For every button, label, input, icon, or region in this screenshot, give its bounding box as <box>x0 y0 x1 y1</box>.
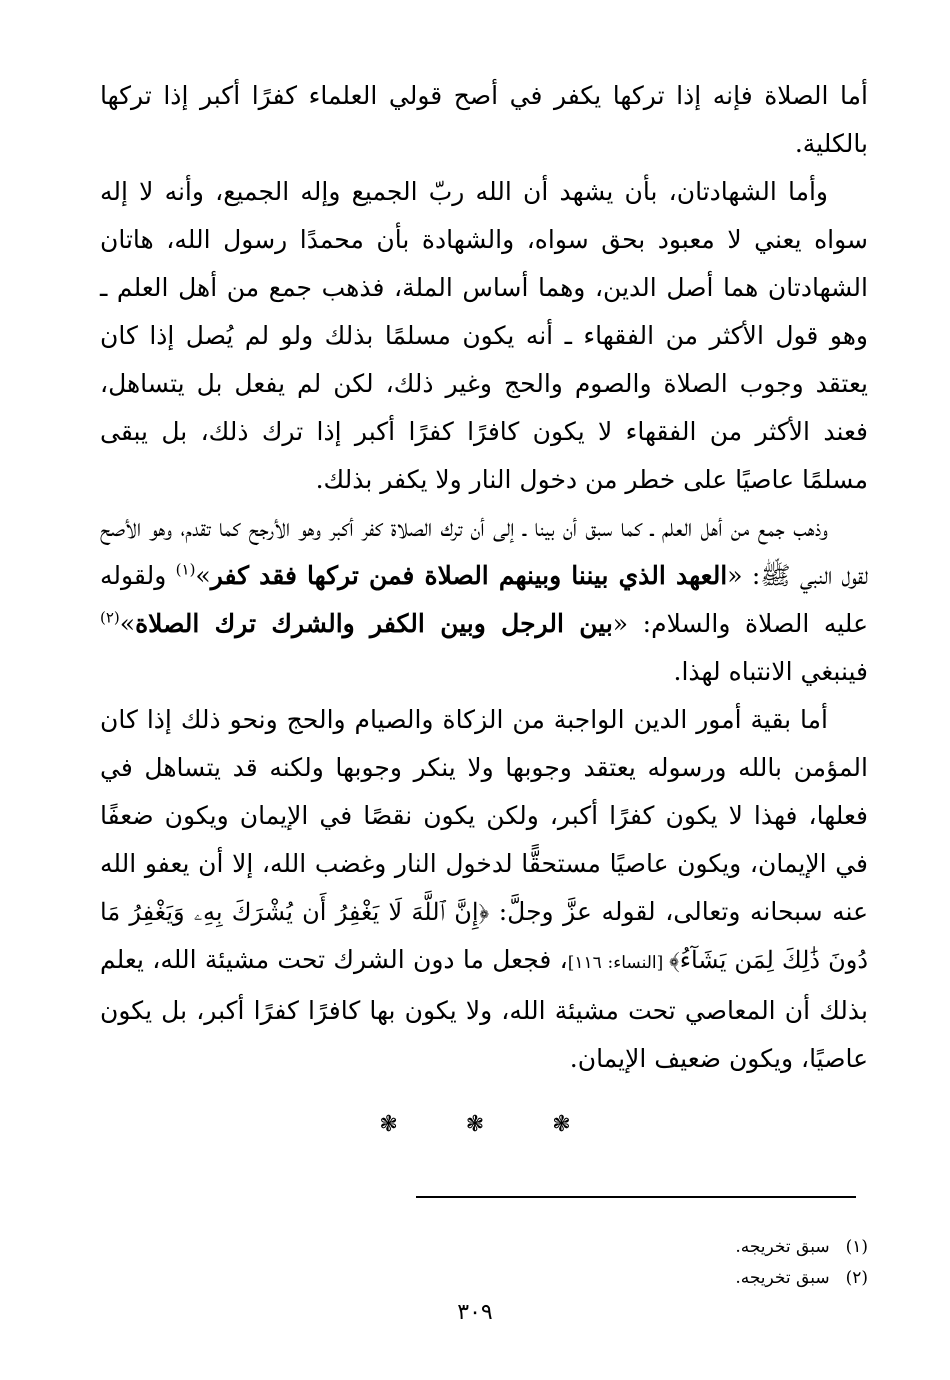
footnotes <box>368 1232 868 1294</box>
paragraph-shahadatan: وأما الشهادتان، بأن يشهد أن الله ربّ الجميع وإله الجميع، وأنه لا إله سواه يعني لا معبود بحق سواه، والشهادة بأن محمدًا رسول الله، هاتان الشهادتان هما أصل الدين، وهما أساس الملة، فذهب جمع من أهل العلم ـ وهو قول الأكثر من الفقهاء ـ أنه يكون مسلمًا بذلك ولو لم يُصل إذا كان يعتقد وجوب الصلاة والصوم والحج وغير ذلك، لكن لم يفعل بل يتساهل، فعند الأكثر من الفقهاء لا يكون كافرًا كفرًا أكبر إذا ترك ذلك، بل يبقى مسلمًا عاصيًا على خطر من دخول النار ولا يكفر بذلك. <box>100 177 868 494</box>
quote-close: » <box>195 561 211 590</box>
footnote-text: سبق تخريجه. <box>735 1268 830 1288</box>
hadith-quote: بين الرجل وبين الكفر والشرك ترك الصلاة <box>135 609 613 638</box>
footnote-item <box>368 1232 868 1263</box>
star-ornament-icon: ❃ <box>465 1112 485 1137</box>
hadith-quote: العهد الذي بيننا وبينهم الصلاة فمن تركها فقد كفر <box>210 561 728 590</box>
footnote-number: (١) <box>845 1237 868 1257</box>
paragraph-other-obligations <box>100 696 868 1083</box>
verse-reference: [النساء: ١١٦] <box>567 953 670 973</box>
footnote-text: سبق تخريجه. <box>735 1237 830 1257</box>
paragraph-text: وذهب جمع من أهل العلم ـ كما سبق أن بينا ـ إلى أن ترك الصلاة كفر أكبر وهو الأرجح كما تقدم، وهو الأصح لقول النبي ﷺ: « <box>100 513 868 590</box>
footnote-marker: (١) <box>175 560 196 579</box>
page-number: ٣٠٩ <box>457 1300 493 1325</box>
page-body <box>100 72 868 1083</box>
paragraph-text: فينبغي الانتباه لهذا. <box>673 657 868 686</box>
star-ornament-icon: ❃ <box>552 1112 571 1137</box>
paragraph-text: ولقوله عليه الصلاة والسلام: « <box>100 561 868 638</box>
paragraph-hadith-prayer <box>100 504 868 696</box>
footnote-number: (٢) <box>845 1268 868 1288</box>
section-separator <box>0 1112 950 1137</box>
paragraph-prayer-ruling: أما الصلاة فإنه إذا تركها يكفر في أصح قولي العلماء كفرًا أكبر إذا تركها بالكلية. <box>100 81 868 158</box>
star-ornament-icon: ❃ <box>379 1112 398 1137</box>
footnote-divider <box>416 1196 856 1198</box>
footnote-marker: (٢) <box>100 608 120 627</box>
paragraph-text: ، فجعل ما دون الشرك تحت مشيئة الله، يعلم بذلك أن المعاصي تحت مشيئة الله، ولا يكون بها كافرًا كفرًا أكبر، بل يكون عاصيًا، ويكون ضعيف الإيمان. <box>100 945 868 1073</box>
quote-close: » <box>119 609 136 638</box>
quran-verse: ﴿إِنَّ ٱللَّهَ لَا يَغْفِرُ أَن يُشْرَكَ بِهِۦ وَيَغْفِرُ مَا دُونَ ذَٰلِكَ لِمَن يَشَآءُ﴾ <box>100 898 869 974</box>
footnote-item <box>368 1263 868 1294</box>
paragraph-text: أما بقية أمور الدين الواجبة من الزكاة والصيام والحج ونحو ذلك إذا كان المؤمن بالله ورسوله يعتقد وجوبها ولا ينكر وجوبها ولكنه قد يتساهل في فعلها، فهذا لا يكون كفرًا أكبر، ولكن يكون نقصًا في الإيمان ويكون ضعفًا في الإيمان، ويكون عاصيًا مستحقًّا لدخول النار وغضب الله، إلا أن يعفو الله عنه سبحانه وتعالى، لقوله عزَّ وجلَّ: <box>100 705 868 926</box>
